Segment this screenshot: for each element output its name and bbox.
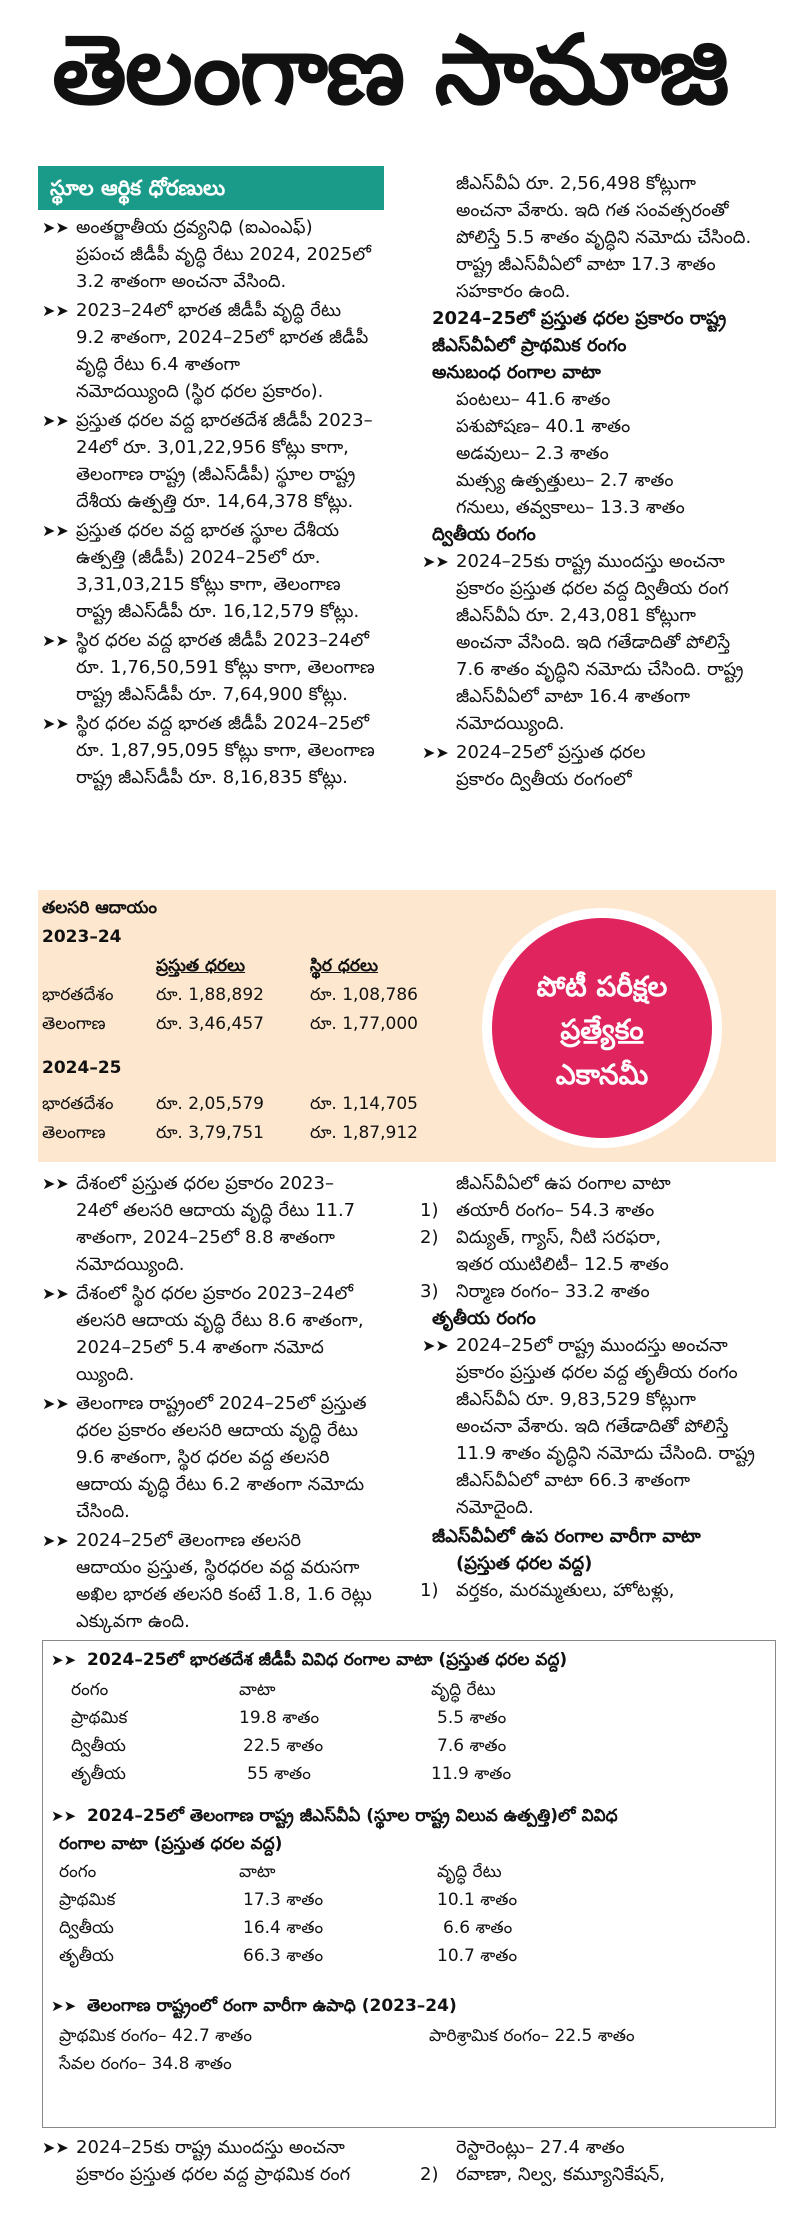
income-value: రూ. 1,08,786 [310,985,418,1005]
subsector-numbered [418,1197,788,1305]
arrow-icon: ➤➤ [42,1531,69,1550]
bullet-line: స్థిర ధరల వద్ద భారత జీడీపీ 2023–24లో [76,630,370,651]
table-cell: 19.8 శాతం [239,1708,320,1728]
bullet-line: నమోదైంది. [456,1497,534,1518]
arrow-icon: ➤➤ [51,1807,77,1825]
bullet-item [38,297,424,405]
table-cell: 22.5 శాతం [243,1736,324,1756]
bullet-line: అఖిల భారత తలసరి కంటే 1.8, 1.6 రెట్లు [76,1584,372,1605]
employment-industrial: పారిశ్రామిక రంగం– 22.5 శాతం [429,2026,635,2046]
bullet-line: ఆదాయం ప్రస్తుత, స్థిరధరల వద్ద వరుసగా [76,1557,360,1578]
item-number: 2) [420,1227,439,1248]
bullet-line: 7.6 శాతం వృద్ధిని నమోదు చేసింది. రాష్ట్ర [456,659,744,680]
income-value: రూ. 1,87,912 [310,1123,418,1143]
bullet-line: రాష్ట్ర జీఎస్‌డీపీ రూ. 16,12,579 కోట్లు. [76,601,360,622]
employment-services: సేవల రంగం– 34.8 శాతం [59,2054,232,2074]
item-line: ఇతర యుటిలిటీ– 12.5 శాతం [456,1254,669,1275]
text-line: గనులు, తవ్వకాలు– 13.3 శాతం [456,497,685,518]
subsector-share-line: జీఎస్‌వీఏలో ఉప రంగాల వాటా [456,1173,671,1194]
bullet-item [418,739,788,793]
table-cell: 5.5 శాతం [437,1708,507,1728]
bottom-left-bullet [38,2134,418,2188]
income-row: తెలంగాణ [42,1014,106,1034]
text-line: పోలిస్తే 5.5 శాతం వృద్ధిని నమోదు చేసింది. [456,227,752,248]
bullet-item [38,517,424,625]
badge-line-3: ఎకానమీ [555,1058,649,1091]
bullet-item [38,1280,418,1388]
tertiary-heading: తృతీయ రంగం [432,1308,536,1329]
exam-special-badge [478,904,726,1152]
table-cell: 6.6 శాతం [443,1918,513,1938]
bullet-line: ప్రకారం ప్రస్తుత ధరల వద్ద తృతీయ రంగం [456,1362,738,1383]
bullet-line: ఆదాయ వృద్ధి రేటు 6.2 శాతంగా నమోదు [76,1474,365,1495]
bottom-left-column [38,2134,418,2190]
income-row: తెలంగాణ [42,1123,106,1143]
text-line: సహకారం ఉంది. [456,281,571,302]
bullet-item [38,710,424,791]
bullet-item [418,1332,788,1521]
table-cell: 10.7 శాతం [437,1946,518,1966]
table-header: వాటా [239,1680,276,1700]
bullet-line: నమోదయ్యింది (స్థిర ధరల ప్రకారం). [76,381,324,402]
secondary-sector-heading: ద్వితీయ రంగం [432,524,536,545]
bullet-line: రూ. 1,76,50,591 కోట్లు కాగా, తెలంగాణ [76,657,375,678]
table-cell: తృతీయ [59,1946,114,1966]
masthead-title: తెలంగాణ సామాజి [52,14,728,126]
bullet-line: 2024–25లో రాష్ట్ర ముందస్తు అంచనా [456,1335,728,1356]
arrow-icon: ➤➤ [42,631,69,650]
bullet-line: 2023–24లో భారత జీడీపీ వృద్ధి రేటు [76,300,342,321]
table-cell: 16.4 శాతం [243,1918,324,1938]
bottom-right-line: రెస్టారెంట్లు– 27.4 శాతం [456,2137,625,2158]
bullet-line: 3.2 శాతంగా అంచనా వేసింది. [76,271,287,292]
arrow-icon: ➤➤ [42,411,69,430]
bullet-line: రాష్ట్ర జీఎస్‌డీపీ రూ. 7,64,900 కోట్లు. [76,684,348,705]
bullet-line: ప్రస్తుత ధరల వద్ద భారత స్థూల దేశీయ [76,520,340,541]
bullet-line: ధరల ప్రకారం తలసరి ఆదాయ వృద్ధి రేటు [76,1420,358,1441]
text-line: జీఎస్‌వీఏలో ప్రాథమిక రంగం [432,335,627,356]
numbered-item [418,1224,788,1278]
bullet-line: వృద్ధి రేటు 6.4 శాతంగా [76,354,241,375]
right-top-column [418,170,788,795]
left-top-column [38,166,424,793]
item-line: విద్యుత్, గ్యాస్, నీటి సరఫరా, [456,1227,662,1248]
subsector-item-1 [418,1577,788,1604]
arrow-icon: ➤➤ [422,1336,449,1355]
numbered-item [418,1278,788,1305]
text-line: జీఎస్‌వీఏ రూ. 2,56,498 కోట్లుగా [456,173,696,194]
arrow-icon: ➤➤ [42,521,69,540]
item-line: నిర్మాణ రంగం– 33.2 శాతం [456,1281,650,1302]
bullet-item [38,1390,418,1525]
bullet-line: ప్రపంచ జీడీపీ వృద్ధి రేటు 2024, 2025లో [76,244,371,265]
bullet-line: దేశీయ ఉత్పత్తి రూ. 14,64,378 కోట్లు. [76,491,354,512]
bullet-line: తలసరి ఆదాయ వృద్ధి రేటు 8.6 శాతంగా, [76,1310,364,1331]
income-value: రూ. 1,88,892 [156,985,264,1005]
bullet-line: 2024–25లో 5.4 శాతంగా నమోద [76,1337,324,1358]
badge-line-2: ప్రత్యేకం [560,1013,644,1046]
arrow-icon: ➤➤ [422,743,449,762]
bullet-line: 2024–25కు రాష్ట్ర ముందస్తు అంచనా [456,551,725,572]
income-year-2: 2024–25 [42,1058,122,1078]
item-number: 1) [420,1580,439,1601]
bullet-line: అంచనా వేసింది. ఇది గతేడాదితో పోలిస్తే [456,632,731,653]
income-year-1: 2023–24 [42,927,122,947]
bullet-line: స్థిర ధరల వద్ద భారత జీడీపీ 2024–25లో [76,713,370,734]
table-cell: ద్వితీయ [59,1918,114,1938]
text-line: అనుబంధ రంగాల వాటా [432,362,601,383]
bullet-line: 2024–25లో తెలంగాణ తలసరి [76,1530,302,1551]
text-line: రాష్ట్ర జీఎస్‌వీఏలో వాటా 17.3 శాతం [456,254,716,275]
income-col-current: ప్రస్తుత ధరలు [156,956,246,976]
arrow-icon: ➤➤ [42,1394,69,1413]
bullet-line: చేసింది. [76,1501,130,1522]
bullet-line: ప్రకారం ద్వితీయ రంగంలో [456,769,632,790]
bullet-line: ప్రకారం ప్రస్తుత ధరల వద్ద ద్వితీయ రంగ [456,578,729,599]
arrow-icon: ➤➤ [42,1284,69,1303]
table-cell: 17.3 శాతం [243,1890,324,1910]
bullet-line: జీఎస్‌వీఏ రూ. 9,83,529 కోట్లుగా [456,1389,696,1410]
table-header: రంగం [59,1862,97,1882]
bullet-line: శాతంగా, 2024–25లో 8.8 శాతంగా [76,1227,335,1248]
bullet-line: 24లో రూ. 3,01,22,956 కోట్లు కాగా, [76,437,349,458]
table-cell: ప్రాథమిక [71,1708,128,1728]
bullet-line: రాష్ట్ర జీఎస్‌డీపీ రూ. 8,16,835 కోట్లు. [76,767,348,788]
table-header: వృద్ధి రేటు [431,1680,496,1700]
sector-share-tables [42,1640,776,2128]
left-mid-column [38,1170,418,1637]
subsector-heading-2: (ప్రస్తుత ధరల వద్ద) [456,1553,593,1574]
numbered-item [418,1197,788,1224]
income-row: భారతదేశం [42,1094,114,1114]
bullet-item [38,1527,418,1635]
arrow-icon: ➤➤ [51,1997,77,2015]
table-cell: ప్రాథమిక [59,1890,116,1910]
bullet-line: 11.9 శాతం వృద్ధిని నమోదు చేసింది. రాష్ట్ర [456,1443,755,1464]
bullet-line: అంతర్జాతీయ ద్రవ్యనిధి (ఐఎంఎఫ్) [76,217,313,238]
text-line: అంచనా వేశారు. ఇది గత సంవత్సరంతో [456,200,729,221]
left-top-bullets [38,214,424,791]
bullet-item [38,214,424,295]
secondary-sector-bullets [418,548,788,793]
bullet-item [418,548,788,737]
tertiary-bullet [418,1332,788,1521]
item-number: 3) [420,1281,439,1302]
bullet-item [38,407,424,515]
income-value: రూ. 1,77,000 [310,1014,418,1034]
tg-table-title-1: 2024–25లో తెలంగాణ రాష్ట్ర జీఎస్‌వీఏ (స్థూల రాష్ట్ర విలువ ఉత్పత్తి)లో వివిధ [87,1806,618,1826]
income-value: రూ. 2,05,579 [156,1094,264,1114]
item-text: రవాణా, నిల్వ, కమ్యూనికేషన్, [456,2164,665,2185]
primary-sector-heading [418,305,788,386]
bullet-line: దేశంలో ప్రస్తుత ధరల ప్రకారం 2023– [76,1173,334,1194]
income-value: రూ. 3,46,457 [156,1014,264,1034]
section-title: స్థూల ఆర్థిక ధోరణులు [38,166,384,210]
text-line: అడవులు– 2.3 శాతం [456,443,609,464]
right-top-continuation [418,170,788,305]
bullet-line: జీఎస్‌వీఏలో వాటా 16.4 శాతంగా [456,686,691,707]
income-heading: తలసరి ఆదాయం [42,898,157,918]
bullet-line: తెలంగాణ రాష్ట్రంలో 2024–25లో ప్రస్తుత [76,1393,367,1414]
bullet-item [38,627,424,708]
primary-sector-items [418,386,788,521]
bullet-line: 9.2 శాతంగా, 2024–25లో భారత జీడీపీ [76,327,369,348]
subsector-heading-1: జీఎస్‌వీఏలో ఉప రంగాల వారీగా వాటా [432,1526,701,1547]
bullet-line: 24లో తలసరి ఆదాయ వృద్ధి రేటు 11.7 [76,1200,356,1221]
bullet-line: జీఎస్‌వీఏలో వాటా 66.3 శాతంగా [456,1470,691,1491]
bullet-line: తెలంగాణ రాష్ట్ర (జీఎస్‌డీపీ) స్థూల రాష్ట్ర [76,464,356,485]
item-line: తయారీ రంగం– 54.3 శాతం [456,1200,655,1221]
text-line: పశుపోషణ– 40.1 శాతం [456,416,631,437]
arrow-icon: ➤➤ [42,1174,69,1193]
bullet-line: ప్రకారం ప్రస్తుత ధరల వద్ద ప్రాథమిక రంగ [76,2164,351,2185]
bullet-line: అంచనా వేశారు. ఇది గతేడాదితో పోలిస్తే [456,1416,729,1437]
bullet-line: ప్రస్తుత ధరల వద్ద భారతదేశ జీడీపీ 2023– [76,410,373,431]
income-value: రూ. 1,14,705 [310,1094,418,1114]
right-mid-column [418,1170,788,1604]
bullet-item [38,1170,418,1278]
table-cell: 10.1 శాతం [437,1890,518,1910]
left-mid-bullets [38,1170,418,1635]
india-table-title: 2024–25లో భారతదేశ జీడీపీ వివిధ రంగాల వాటా (ప్రస్తుత ధరల వద్ద) [87,1650,568,1670]
text-line: పంటలు– 41.6 శాతం [456,389,611,410]
bullet-line: దేశంలో స్థిర ధరల ప్రకారం 2023–24లో [76,1283,354,1304]
badge-line-1: పోటీ పరీక్షల [536,970,668,1003]
bullet-line: య్యింది. [76,1364,135,1385]
arrow-icon: ➤➤ [42,301,69,320]
arrow-icon: ➤➤ [42,218,69,237]
table-cell: 55 శాతం [247,1764,311,1784]
item-number: 1) [420,1200,439,1221]
table-cell: 11.9 శాతం [431,1764,512,1784]
employment-title: తెలంగాణ రాష్ట్రంలో రంగా వారీగా ఉపాధి (2023–24) [87,1996,457,2016]
table-header: రంగం [71,1680,109,1700]
bullet-line: రూ. 1,87,95,095 కోట్లు కాగా, తెలంగాణ [76,740,375,761]
bullet-line: ఎక్కువగా ఉంది. [76,1611,190,1632]
bullet-line: 3,31,03,215 కోట్లు కాగా, తెలంగాణ [76,574,341,595]
bullet-line: నమోదయ్యింది. [76,1254,185,1275]
item-number: 2) [420,2164,439,2185]
bullet-line: 9.6 శాతంగా, స్థిర ధరల వద్ద తలసరి [76,1447,330,1468]
table-header: వాటా [239,1862,276,1882]
income-col-constant: స్థిర ధరలు [310,956,378,976]
table-cell: 66.3 శాతం [243,1946,324,1966]
bullet-line: ఉత్పత్తి (జీడీపీ) 2024–25లో రూ. [76,547,321,568]
income-value: రూ. 3,79,751 [156,1123,264,1143]
tg-table-title-2: రంగాల వాటా (ప్రస్తుత ధరల వద్ద) [59,1834,283,1854]
item-text: వర్తకం, మరమ్మతులు, హోటళ్లు, [456,1580,675,1601]
arrow-icon: ➤➤ [422,552,449,571]
table-cell: 7.6 శాతం [437,1736,507,1756]
bullet-line: 2024–25లో ప్రస్తుత ధరల [456,742,646,763]
employment-primary: ప్రాథమిక రంగం– 42.7 శాతం [59,2026,253,2046]
bullet-line: నమోదయ్యింది. [456,713,565,734]
text-line: మత్స్య ఉత్పత్తులు– 2.7 శాతం [456,470,674,491]
bottom-right-column [418,2134,788,2188]
table-cell: తృతీయ [71,1764,126,1784]
arrow-icon: ➤➤ [42,714,69,733]
table-header: వృద్ధి రేటు [437,1862,502,1882]
arrow-icon: ➤➤ [42,2138,69,2157]
text-line: 2024–25లో ప్రస్తుత ధరల ప్రకారం రాష్ట్ర [432,308,727,329]
bullet-line: 2024–25కు రాష్ట్ర ముందస్తు అంచనా [76,2137,345,2158]
bottom-right-item-2 [418,2161,788,2188]
bullet-line: జీఎస్‌వీఏ రూ. 2,43,081 కోట్లుగా [456,605,696,626]
income-row: భారతదేశం [42,985,114,1005]
table-cell: ద్వితీయ [71,1736,126,1756]
arrow-icon: ➤➤ [51,1651,77,1669]
